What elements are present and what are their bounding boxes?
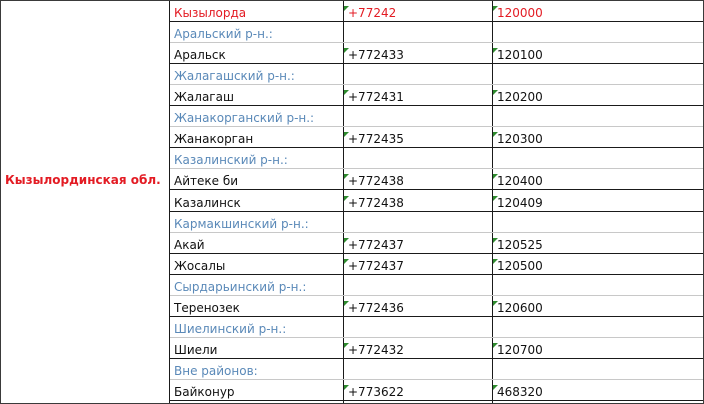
row-divider <box>170 232 703 233</box>
postal-index-cell[interactable]: 120100 <box>493 48 703 64</box>
district-header-row <box>170 148 703 169</box>
text-number-marker-icon <box>493 48 498 53</box>
row-divider <box>170 274 703 275</box>
place-name-cell[interactable]: Акай <box>174 238 205 252</box>
place-name-cell[interactable]: Шиели <box>174 343 218 357</box>
phone-code-cell[interactable]: +772438 <box>344 174 493 190</box>
place-name-cell[interactable]: Кармакшинский р-н.: <box>174 217 309 231</box>
text-number-marker-icon <box>493 90 498 95</box>
text-number-marker-icon <box>493 196 498 201</box>
table-row <box>170 43 703 64</box>
district-header-row <box>170 317 703 338</box>
district-header-row <box>170 359 703 380</box>
place-name-cell[interactable]: Казалинск <box>174 196 241 210</box>
table-row <box>170 169 703 190</box>
text-number-marker-icon <box>344 301 349 306</box>
place-name-cell[interactable]: Кызылорда <box>174 6 247 20</box>
text-number-marker-icon <box>493 6 498 11</box>
place-name-cell[interactable]: Казалинский р-н.: <box>174 153 288 167</box>
table-row <box>170 296 703 317</box>
text-number-marker-icon <box>344 343 349 348</box>
phone-code-cell[interactable]: +773622 <box>344 385 493 401</box>
place-name-cell[interactable]: Шиелинский р-н.: <box>174 322 287 336</box>
region-label: Кызылординская обл. <box>5 173 161 187</box>
phone-code-cell[interactable]: +772432 <box>344 343 493 359</box>
phone-code-cell[interactable]: +772437 <box>344 259 493 275</box>
postal-index-cell[interactable]: 120525 <box>493 238 703 254</box>
row-divider <box>170 168 703 169</box>
table-row <box>170 190 703 212</box>
postal-index-cell[interactable]: 120600 <box>493 301 703 317</box>
place-name-cell[interactable]: Байконур <box>174 385 235 399</box>
text-number-marker-icon <box>493 259 498 264</box>
row-divider <box>170 400 703 401</box>
row-divider <box>170 189 703 190</box>
phone-code-cell[interactable]: +772433 <box>344 48 493 64</box>
text-number-marker-icon <box>493 301 498 306</box>
text-number-marker-icon <box>344 196 349 201</box>
row-divider <box>170 63 703 64</box>
table-row <box>170 233 703 254</box>
district-header-row <box>170 64 703 85</box>
place-name-cell[interactable]: Жанакорганский р-н.: <box>174 111 315 125</box>
phone-code-cell[interactable]: +772436 <box>344 301 493 317</box>
row-divider <box>170 295 703 296</box>
text-number-marker-icon <box>493 385 498 390</box>
text-number-marker-icon <box>493 343 498 348</box>
phone-code-cell[interactable]: +772437 <box>344 238 493 254</box>
place-name-cell[interactable]: Жалагашский р-н.: <box>174 69 295 83</box>
text-number-marker-icon <box>344 90 349 95</box>
place-name-cell[interactable]: Аральский р-н.: <box>174 27 273 41</box>
row-divider <box>170 379 703 380</box>
text-number-marker-icon <box>344 48 349 53</box>
phone-code-cell[interactable]: +772431 <box>344 90 493 106</box>
postal-index-cell[interactable]: 120700 <box>493 343 703 359</box>
row-divider <box>170 316 703 317</box>
row-divider <box>170 126 703 127</box>
text-number-marker-icon <box>344 259 349 264</box>
row-divider <box>170 211 703 212</box>
postal-index-cell[interactable]: 120500 <box>493 259 703 275</box>
postal-index-cell[interactable]: 120000 <box>493 6 703 22</box>
place-name-cell[interactable]: Жосалы <box>174 259 226 273</box>
phone-code-cell[interactable]: +772435 <box>344 132 493 148</box>
text-number-marker-icon <box>493 174 498 179</box>
place-name-cell[interactable]: Айтеке би <box>174 174 239 188</box>
place-name-cell[interactable]: Аральск <box>174 48 226 62</box>
district-header-row <box>170 106 703 127</box>
district-header-row <box>170 212 703 233</box>
text-number-marker-icon <box>344 132 349 137</box>
row-divider <box>170 105 703 106</box>
text-number-marker-icon <box>493 132 498 137</box>
postal-index-cell[interactable]: 468320 <box>493 385 703 401</box>
postal-index-cell[interactable]: 120400 <box>493 174 703 190</box>
text-number-marker-icon <box>344 6 349 11</box>
place-name-cell[interactable]: Теренозек <box>174 301 240 315</box>
district-header-row <box>170 22 703 43</box>
table-row <box>170 85 703 106</box>
table-row <box>170 380 703 401</box>
district-header-row <box>170 275 703 296</box>
postal-index-cell[interactable]: 120300 <box>493 132 703 148</box>
phone-code-cell[interactable]: +77242 <box>344 6 493 22</box>
place-name-cell[interactable]: Жанакорган <box>174 132 254 146</box>
text-number-marker-icon <box>344 385 349 390</box>
row-divider <box>170 337 703 338</box>
row-divider <box>170 21 703 22</box>
place-name-cell[interactable]: Сырдарьинский р-н.: <box>174 280 307 294</box>
place-name-cell[interactable]: Жалагаш <box>174 90 234 104</box>
table-row <box>170 127 703 148</box>
row-divider <box>170 84 703 85</box>
postal-index-cell[interactable]: 120409 <box>493 196 703 212</box>
row-divider <box>170 358 703 359</box>
text-number-marker-icon <box>344 174 349 179</box>
place-name-cell[interactable]: Вне районов: <box>174 364 258 378</box>
row-divider <box>170 42 703 43</box>
text-number-marker-icon <box>493 238 498 243</box>
table-row <box>170 338 703 359</box>
row-divider <box>170 253 703 254</box>
row-divider <box>170 147 703 148</box>
table-row <box>170 1 703 22</box>
text-number-marker-icon <box>344 238 349 243</box>
phone-code-cell[interactable]: +772438 <box>344 196 493 212</box>
postal-index-cell[interactable]: 120200 <box>493 90 703 106</box>
table-row <box>170 254 703 275</box>
